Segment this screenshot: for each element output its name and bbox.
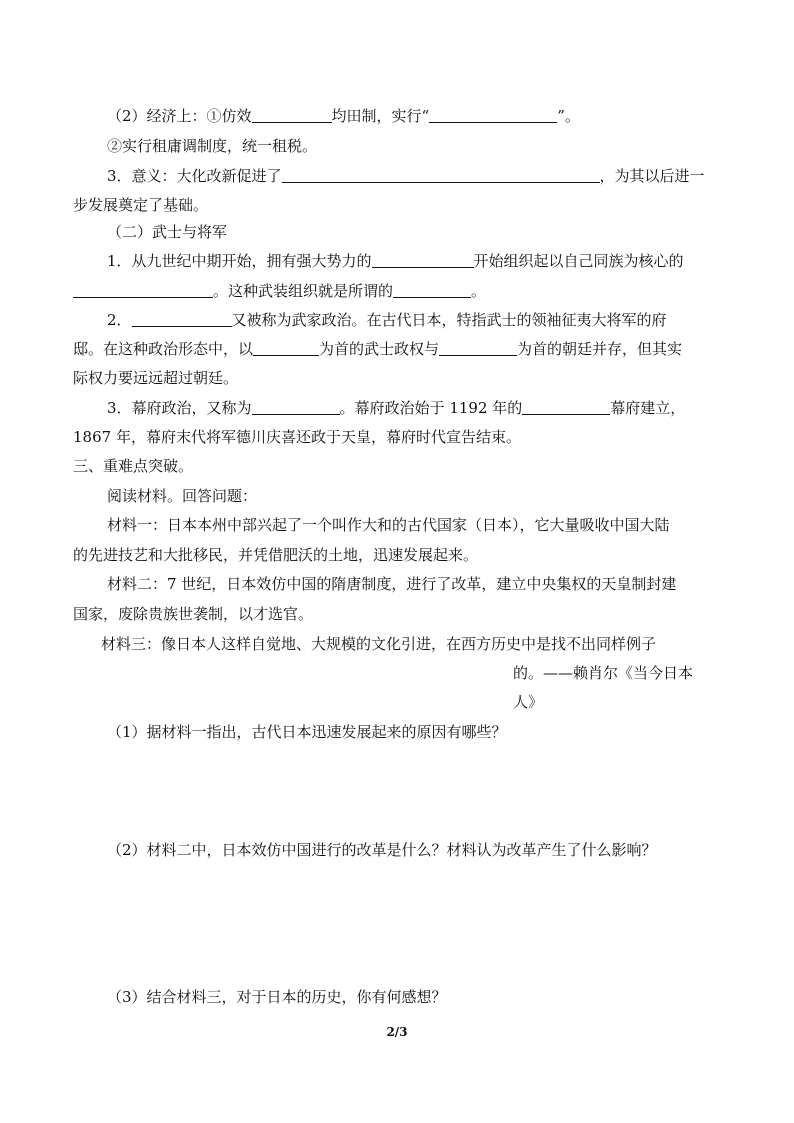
text-segment: 。 xyxy=(471,282,487,300)
question-1: （1）据材料一指出，古代日本迅速发展起来的原因有哪些？ xyxy=(107,723,507,741)
answer-blank[interactable] xyxy=(73,281,213,298)
answer-blank[interactable] xyxy=(253,339,319,356)
page-number: 2/3 xyxy=(386,1025,408,1039)
text-segment: 。幕府政治始于 1192 年的 xyxy=(339,399,523,417)
answer-blank[interactable] xyxy=(372,251,474,268)
material-1-line-2: 的先进技艺和大批移民，并凭借肥沃的土地，迅速发展起来。 xyxy=(73,546,479,564)
text-segment: 又被称为武家政治。在古代日本，特指武士的领袖征夷大将军的府 xyxy=(231,311,667,329)
text-segment: 。这种武装组织就是所谓的 xyxy=(213,282,394,300)
text-segment: 3．意义：大化改新促进了 xyxy=(107,167,282,185)
text-segment: ”。 xyxy=(557,107,580,125)
material-1-line-1: 材料一：日本本州中部兴起了一个叫作大和的古代国家（日本），它大量吸收中国大陆 xyxy=(107,516,670,534)
text-segment: 为首的武士政权与 xyxy=(319,340,440,358)
samurai-item1-line1 xyxy=(107,251,684,271)
economy-line-2: ②实行租庸调制度，统一租税。 xyxy=(107,137,318,155)
material-2-line-1: 材料二：7 世纪，日本效仿中国的隋唐制度，进行了改革，建立中央集权的天皇制封建 xyxy=(107,575,677,593)
answer-blank[interactable] xyxy=(429,106,557,123)
significance-line-1 xyxy=(107,166,705,186)
text-segment: 2． xyxy=(107,311,132,329)
section-three-heading: 三、重难点突破。 xyxy=(73,457,194,475)
material-3-line-1: 材料三：像日本人这样自觉地、大规模的文化引进，在西方历史中是找不出同样例子 xyxy=(101,635,657,653)
answer-blank[interactable] xyxy=(252,106,332,123)
text-segment: （2）经济上：①仿效 xyxy=(107,107,252,125)
text-segment: 1．从九世纪中期开始，拥有强大势力的 xyxy=(107,252,372,270)
text-segment: 为首的朝廷并存，但其实 xyxy=(517,340,683,358)
material-2-line-2: 国家，废除贵族世袭制，以才选官。 xyxy=(73,605,314,623)
text-segment: 邸。在这种政治形态中，以 xyxy=(73,340,254,358)
samurai-item1-line2 xyxy=(73,281,486,301)
answer-blank[interactable] xyxy=(439,339,517,356)
text-segment: 开始组织起以自己同族为核心的 xyxy=(473,252,684,270)
answer-blank[interactable] xyxy=(282,166,600,183)
text-segment: ，为其以后进一 xyxy=(599,167,705,185)
significance-line-2: 步发展奠定了基础。 xyxy=(73,196,209,214)
text-segment: 3．幕府政治，又称为 xyxy=(107,399,252,417)
answer-blank[interactable] xyxy=(522,398,610,415)
samurai-item2-line1 xyxy=(107,310,667,330)
text-segment: 幕府建立， xyxy=(610,399,686,417)
samurai-item2-line3: 际权力要远远超过朝廷。 xyxy=(73,369,239,387)
question-2: （2）材料二中，日本效仿中国进行的改革是什么？材料认为改革产生了什么影响？ xyxy=(107,841,657,859)
answer-blank[interactable] xyxy=(132,310,232,327)
text-segment: 均田制，实行“ xyxy=(331,107,430,125)
samurai-item3-line2: 1867 年，幕府末代将军德川庆喜还政于天皇，幕府时代宣告结束。 xyxy=(73,428,521,446)
question-3: （3）结合材料三，对于日本的历史，你有何感想？ xyxy=(107,988,447,1006)
material-3-line-3: 人》 xyxy=(513,693,544,711)
economy-line-1 xyxy=(107,106,580,126)
material-3-line-2: 的。——赖肖尔《当今日本 xyxy=(513,664,694,682)
samurai-item2-line2 xyxy=(73,339,682,359)
answer-blank[interactable] xyxy=(393,281,471,298)
answer-blank[interactable] xyxy=(252,398,340,415)
subsection-heading: （二）武士与将军 xyxy=(107,223,228,241)
samurai-item3-line1 xyxy=(107,398,685,418)
reading-instruction: 阅读材料。回答问题： xyxy=(107,487,258,505)
